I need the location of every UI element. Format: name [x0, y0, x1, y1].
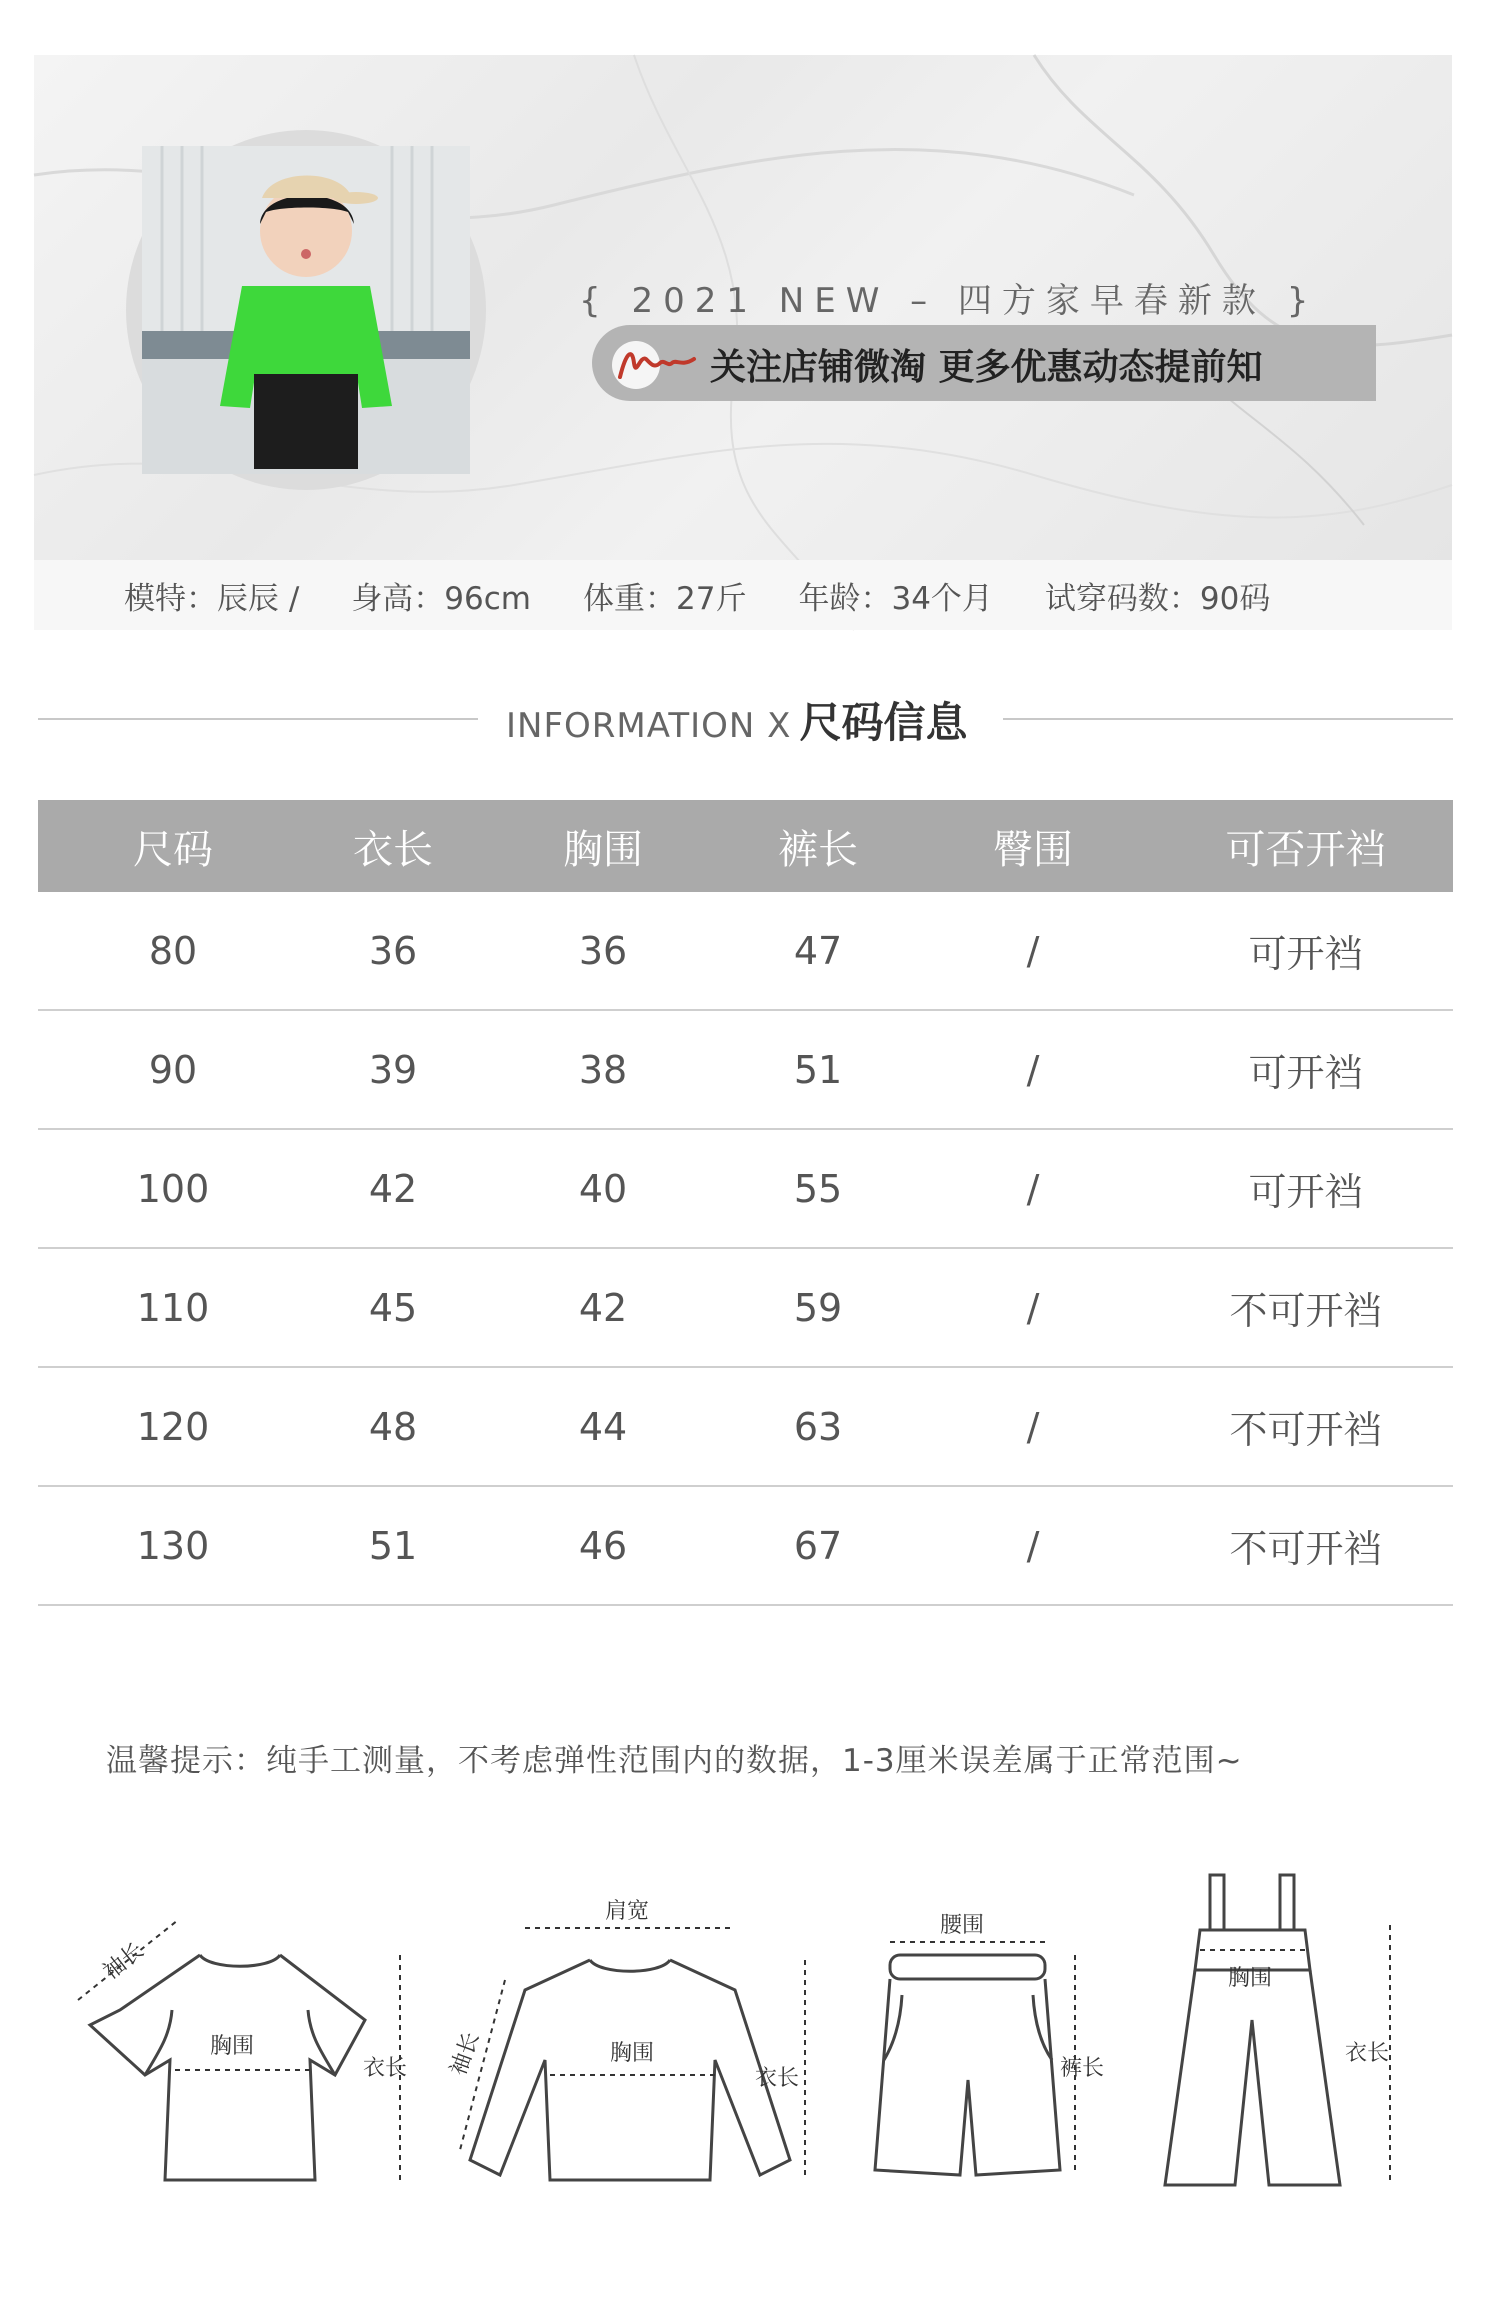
cell-open-crotch: 可开裆	[1248, 1051, 1363, 1095]
new-badge-icon	[606, 333, 698, 393]
tshirt-length-label: 衣长	[363, 2056, 408, 2081]
cell-length: 51	[368, 1523, 418, 1568]
model-photo-frame	[126, 130, 486, 490]
cell-pants-length: 63	[793, 1404, 843, 1449]
cell-chest: 38	[578, 1047, 628, 1092]
cell-hip: /	[1026, 1523, 1040, 1568]
cell-pants-length: 55	[793, 1166, 843, 1211]
cell-pants-length: 67	[793, 1523, 843, 1568]
header-pants-length: 裤长	[778, 826, 858, 873]
tshirt-chest-label: 胸围	[210, 2034, 255, 2059]
measurement-diagrams	[60, 1860, 1400, 2220]
title-english: INFORMATION X	[506, 706, 792, 746]
title-divider-right	[1003, 718, 1453, 720]
header-length: 衣长	[353, 826, 433, 873]
cell-pants-length: 47	[793, 928, 843, 973]
table-row	[38, 1368, 1453, 1487]
cell-open-crotch: 不可开裆	[1229, 1289, 1382, 1333]
measurement-tip: 温馨提示：纯手工测量，不考虑弹性范围内的数据，1-3厘米误差属于正常范围~	[106, 1743, 1243, 1779]
cell-length: 42	[368, 1166, 418, 1211]
cell-size: 90	[148, 1047, 198, 1092]
cell-pants-length: 51	[793, 1047, 843, 1092]
overalls-chest-label: 胸围	[1228, 1966, 1273, 1991]
cell-hip: /	[1026, 928, 1040, 973]
table-row	[38, 1487, 1453, 1606]
cell-size: 110	[136, 1285, 210, 1330]
sweater-sleeve-label: 袖长	[445, 2029, 485, 2079]
cell-length: 36	[368, 928, 418, 973]
cell-size: 120	[136, 1404, 210, 1449]
cell-chest: 40	[578, 1166, 628, 1211]
cell-open-crotch: 可开裆	[1248, 1170, 1363, 1214]
table-header	[38, 800, 1453, 892]
pants-length-label: 裤长	[1060, 2056, 1105, 2081]
cell-size: 130	[136, 1523, 210, 1568]
overalls-diagram	[1135, 1860, 1415, 2200]
header-hip: 臀围	[993, 826, 1073, 873]
cell-open-crotch: 可开裆	[1248, 932, 1363, 976]
table-row	[38, 1011, 1453, 1130]
cell-hip: /	[1026, 1047, 1040, 1092]
pants-waist-label: 腰围	[940, 1913, 985, 1938]
cell-hip: /	[1026, 1285, 1040, 1330]
cell-chest: 42	[578, 1285, 628, 1330]
header-banner	[34, 55, 1452, 630]
pants-diagram	[860, 1860, 1120, 2200]
tshirt-diagram	[60, 1860, 430, 2200]
cell-open-crotch: 不可开裆	[1229, 1527, 1382, 1571]
model-name: 模特：辰辰 /	[124, 580, 300, 617]
table-row	[38, 1130, 1453, 1249]
size-table	[38, 800, 1453, 1606]
cell-length: 48	[368, 1404, 418, 1449]
size-info-title	[38, 690, 1453, 746]
cell-hip: /	[1026, 1404, 1040, 1449]
model-info-strip	[34, 560, 1452, 630]
season-tagline: { 2021 NEW – 四方家早春新款 }	[579, 281, 1319, 321]
header-size: 尺码	[133, 826, 213, 873]
cell-chest: 36	[578, 928, 628, 973]
sweater-length-label: 衣长	[755, 2066, 800, 2091]
model-age: 年龄：34个月	[798, 580, 993, 617]
cell-length: 39	[368, 1047, 418, 1092]
header-open-crotch: 可否开裆	[1225, 826, 1386, 873]
overalls-length-label: 衣长	[1345, 2041, 1390, 2066]
tshirt-sleeve-label: 袖长	[98, 1938, 149, 1985]
sweater-chest-label: 胸围	[610, 2041, 655, 2066]
model-height: 身高：96cm	[351, 580, 532, 617]
follow-text: 关注店铺微淘 更多优惠动态提前知	[710, 347, 1263, 388]
cell-chest: 46	[578, 1523, 628, 1568]
sweater-diagram	[445, 1860, 820, 2200]
cell-pants-length: 59	[793, 1285, 843, 1330]
title-divider-left	[38, 718, 478, 720]
cell-size: 80	[148, 928, 198, 973]
follow-shop-banner[interactable]	[592, 325, 1376, 401]
table-row	[38, 1249, 1453, 1368]
cell-hip: /	[1026, 1166, 1040, 1211]
table-row	[38, 892, 1453, 1011]
sweater-shoulder-label: 肩宽	[605, 1899, 650, 1924]
model-trial-size: 试穿码数：90码	[1044, 580, 1271, 617]
cell-size: 100	[136, 1166, 210, 1211]
cell-open-crotch: 不可开裆	[1229, 1408, 1382, 1452]
header-chest: 胸围	[563, 826, 643, 873]
model-weight: 体重：27斤	[583, 580, 747, 617]
model-photo	[142, 146, 470, 474]
title-chinese: 尺码信息	[799, 698, 968, 747]
cell-chest: 44	[578, 1404, 628, 1449]
cell-length: 45	[368, 1285, 418, 1330]
